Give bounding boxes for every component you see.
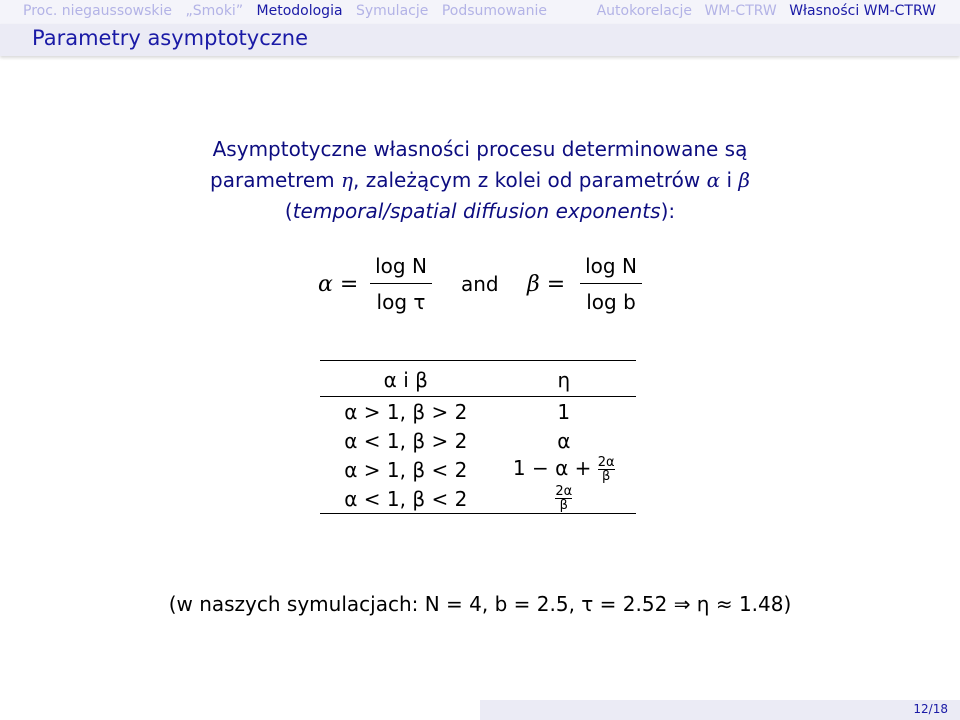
simulation-note: (w naszych symulacjach: N = 4, b = 2.5, τ = 2.52 ⇒ η ≈ 1.48) [168, 592, 792, 616]
intro-text: , zależącym z kolei od parametrów [353, 168, 701, 192]
intro-line-3 [140, 196, 820, 227]
beta-symbol: β [738, 168, 750, 192]
alpha-symbol: α [706, 168, 721, 192]
table-row [320, 484, 636, 514]
table-cell-condition: α > 1, β < 2 [344, 457, 468, 482]
eta-cases-table [320, 360, 636, 514]
small-fraction [555, 485, 572, 512]
table-cell-condition: α < 1, β > 2 [344, 428, 468, 453]
alpha-numerator: log N [375, 254, 427, 278]
table-cell-eta [492, 484, 636, 514]
table-header-eta: η [557, 367, 571, 392]
table-cell-eta: α [557, 428, 571, 453]
intro-paragraph [140, 134, 820, 227]
nav-section-smoki[interactable]: „Smoki” [185, 3, 244, 19]
small-fraction-denominator: β [602, 469, 611, 484]
table-row [320, 455, 636, 484]
table-header-row [320, 361, 636, 397]
section-nav [23, 3, 556, 19]
paren-open: ( [284, 199, 293, 223]
small-fraction [598, 456, 615, 483]
alpha-lhs: α = [318, 272, 359, 297]
small-fraction-numerator: 2α [555, 484, 573, 499]
paren-close: ): [660, 199, 676, 223]
page-number: 12/18 [913, 702, 948, 716]
footer-right [480, 700, 960, 720]
nav-subsection-wlasnosci-wm-ctrw[interactable]: Własności WM-CTRW [789, 3, 936, 19]
intro-line-1: Asymptotyczne własności procesu determinowane są [212, 137, 748, 161]
beta-lhs: β = [527, 272, 566, 297]
intro-conjunction: i [726, 168, 733, 192]
footer-left [0, 700, 480, 720]
beta-fraction [580, 252, 642, 316]
and-word: and [461, 272, 499, 296]
table-row [320, 397, 636, 427]
frame-title-bar [0, 24, 960, 56]
nav-section-metodologia[interactable]: Metodologia [256, 3, 343, 19]
beta-numerator: log N [585, 254, 637, 278]
fraction-bar [580, 283, 642, 284]
nav-subsection-autokorelacje[interactable]: Autokorelacje [596, 3, 692, 19]
eta-symbol: η [341, 168, 354, 192]
table-row [320, 426, 636, 455]
nav-section-podsumowanie[interactable]: Podsumowanie [441, 3, 547, 19]
nav-section-proc-niegaussowskie[interactable]: Proc. niegaussowskie [23, 3, 173, 19]
nav-section-symulacje[interactable]: Symulacje [356, 3, 429, 19]
frame-title: Parametry asymptotyczne [32, 26, 309, 50]
table-header-condition: α i β [383, 367, 428, 392]
nav-subsection-wm-ctrw[interactable]: WM-CTRW [704, 3, 777, 19]
table-cell-eta [492, 455, 636, 484]
table-cell-condition: α < 1, β < 2 [344, 486, 468, 511]
intro-text: parametrem [210, 168, 335, 192]
beta-denominator: log b [586, 290, 636, 314]
navigation-bar [0, 0, 960, 24]
table-cell-condition: α > 1, β > 2 [344, 399, 468, 424]
diffusion-exponents-text: temporal/spatial diffusion exponents [292, 199, 661, 223]
subsection-nav [597, 3, 936, 19]
formula-block [0, 252, 960, 332]
intro-line-2 [140, 165, 820, 196]
eta-expression-prefix: 1 − α + [512, 456, 592, 480]
small-fraction-numerator: 2α [597, 455, 615, 470]
small-fraction-denominator: β [559, 498, 568, 513]
alpha-denominator: log τ [376, 290, 426, 314]
table-cell-eta: 1 [557, 399, 571, 424]
alpha-fraction [370, 252, 432, 316]
fraction-bar [370, 283, 432, 284]
